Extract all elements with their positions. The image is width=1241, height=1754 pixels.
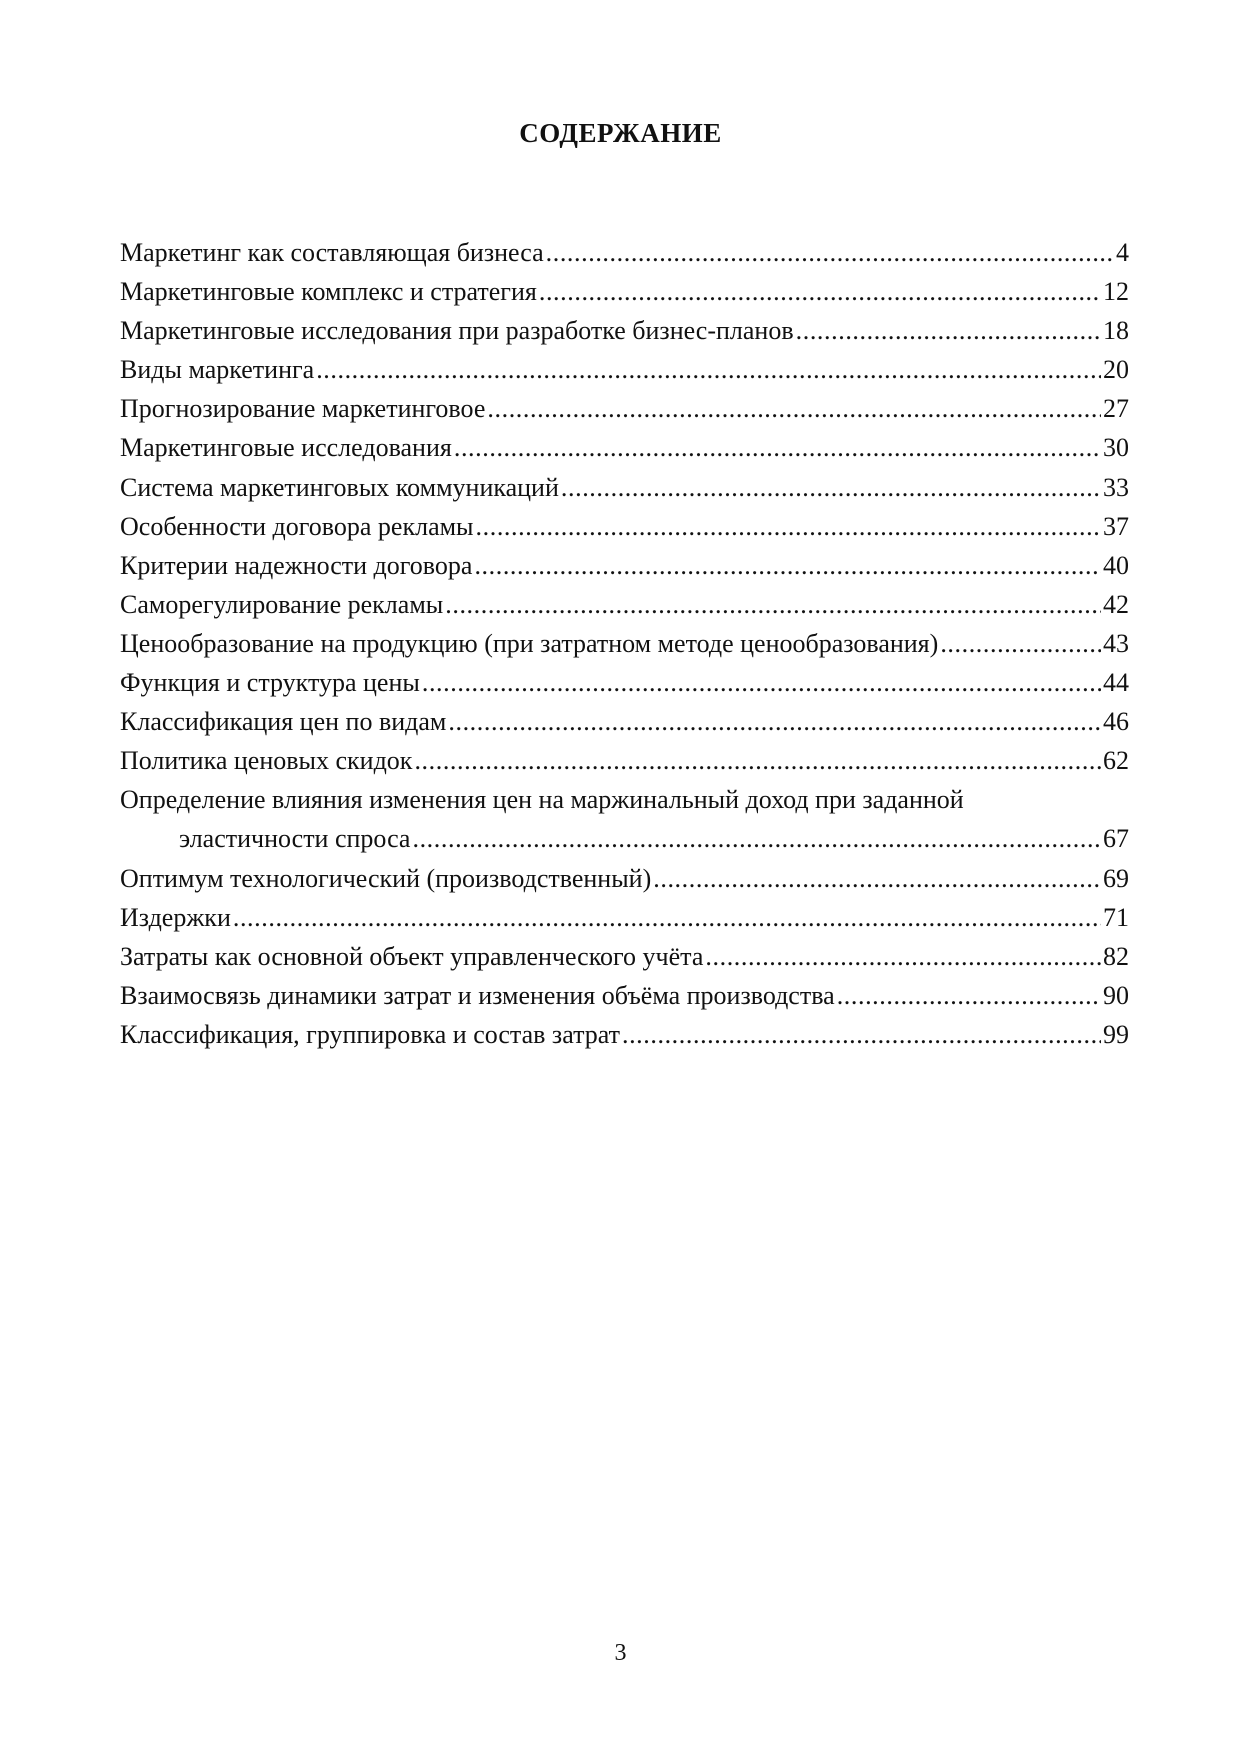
toc-list	[120, 233, 1129, 1054]
toc-entry-title: Маркетинговые комплекс и стратегия	[120, 277, 537, 307]
toc-entry-page: 37	[1103, 511, 1129, 541]
toc-entry-page: 71	[1103, 902, 1129, 932]
toc-entry[interactable]	[120, 937, 1129, 976]
toc-entry[interactable]	[120, 898, 1129, 937]
toc-entry[interactable]	[120, 585, 1129, 624]
toc-entry[interactable]	[120, 428, 1129, 467]
dot-leader	[546, 233, 1114, 272]
toc-entry[interactable]	[120, 1015, 1129, 1054]
toc-entry[interactable]	[120, 233, 1129, 272]
toc-entry[interactable]	[120, 350, 1129, 389]
toc-entry[interactable]	[120, 507, 1129, 546]
toc-entry-title: Особенности договора рекламы	[120, 511, 474, 541]
toc-entry-title: Затраты как основной объект управленческого учёта	[120, 941, 704, 971]
dot-leader	[940, 624, 1101, 663]
toc-entry-page: 33	[1103, 472, 1129, 502]
toc-entry-page: 90	[1103, 980, 1129, 1010]
toc-entry-title: Оптимум технологический (производственный)	[120, 863, 652, 893]
dot-leader	[837, 976, 1101, 1015]
toc-entry-title: Взаимосвязь динамики затрат и изменения объёма производства	[120, 980, 835, 1010]
toc-entry-title: Саморегулирование рекламы	[120, 589, 444, 619]
toc-entry[interactable]	[120, 976, 1129, 1015]
toc-entry-page: 44	[1103, 668, 1129, 698]
toc-entry-title-continuation: эластичности спроса	[179, 824, 411, 854]
dot-leader	[487, 389, 1101, 428]
dot-leader	[476, 507, 1101, 546]
toc-entry-title: Издержки	[120, 902, 231, 932]
dot-leader	[705, 937, 1101, 976]
toc-entry-page: 46	[1103, 707, 1129, 737]
dot-leader	[448, 702, 1101, 741]
toc-entry-page: 18	[1103, 316, 1129, 346]
toc-entry-page: 43	[1103, 628, 1129, 658]
dot-leader	[454, 428, 1101, 467]
toc-entry-title: Система маркетинговых коммуникаций	[120, 472, 559, 502]
toc-entry-title: Критерии надежности договора	[120, 550, 473, 580]
dot-leader	[233, 898, 1101, 937]
toc-entry[interactable]	[120, 741, 1129, 780]
toc-entry[interactable]	[120, 859, 1129, 898]
dot-leader	[653, 859, 1101, 898]
toc-entry-title: Политика ценовых скидок	[120, 746, 413, 776]
dot-leader	[445, 585, 1101, 624]
toc-entry-page: 42	[1103, 589, 1129, 619]
toc-entry-page: 27	[1103, 394, 1129, 424]
toc-entry-page: 30	[1103, 433, 1129, 463]
toc-entry-title: Функция и структура цены	[120, 668, 420, 698]
dot-leader	[561, 468, 1101, 507]
toc-entry-page: 62	[1103, 746, 1129, 776]
toc-entry-page: 40	[1103, 550, 1129, 580]
toc-entry-page: 82	[1103, 941, 1129, 971]
toc-entry-page: 67	[1103, 824, 1129, 854]
dot-leader	[474, 546, 1101, 585]
toc-entry[interactable]	[120, 468, 1129, 507]
toc-entry[interactable]	[120, 780, 1129, 858]
dot-leader	[622, 1015, 1101, 1054]
toc-entry-title: Классификация, группировка и состав затрат	[120, 1019, 620, 1049]
toc-entry-title: Маркетинговые исследования при разработке бизнес-планов	[120, 316, 794, 346]
page-number: 3	[614, 1640, 627, 1666]
toc-entry-page: 69	[1103, 863, 1129, 893]
toc-entry-page: 12	[1103, 277, 1129, 307]
dot-leader	[414, 741, 1101, 780]
toc-entry[interactable]	[120, 389, 1129, 428]
toc-entry[interactable]	[120, 311, 1129, 350]
toc-entry-page: 4	[1116, 238, 1129, 267]
toc-entry-page: 99	[1103, 1019, 1129, 1049]
toc-entry[interactable]	[120, 663, 1129, 702]
toc-entry-title: Классификация цен по видам	[120, 707, 447, 737]
toc-entry-page: 20	[1103, 355, 1129, 385]
toc-entry-title: Виды маркетинга	[120, 355, 315, 385]
toc-entry-title: Прогнозирование маркетинговое	[120, 394, 486, 424]
toc-entry-title: Ценообразование на продукцию (при затратном методе ценообразования)	[120, 628, 939, 658]
dot-leader	[796, 311, 1101, 350]
dot-leader	[422, 663, 1101, 702]
toc-entry[interactable]	[120, 702, 1129, 741]
dot-leader	[412, 819, 1101, 858]
toc-entry[interactable]	[120, 546, 1129, 585]
dot-leader	[316, 350, 1101, 389]
toc-entry[interactable]	[120, 624, 1129, 663]
toc-entry[interactable]	[120, 272, 1129, 311]
dot-leader	[539, 272, 1101, 311]
toc-entry-title: Маркетинговые исследования	[120, 433, 452, 463]
toc-entry-title: Маркетинг как составляющая бизнеса	[120, 238, 544, 267]
toc-heading: СОДЕРЖАНИЕ	[519, 118, 722, 148]
toc-entry-title: Определение влияния изменения цен на маржинальный доход при заданной	[120, 785, 964, 815]
